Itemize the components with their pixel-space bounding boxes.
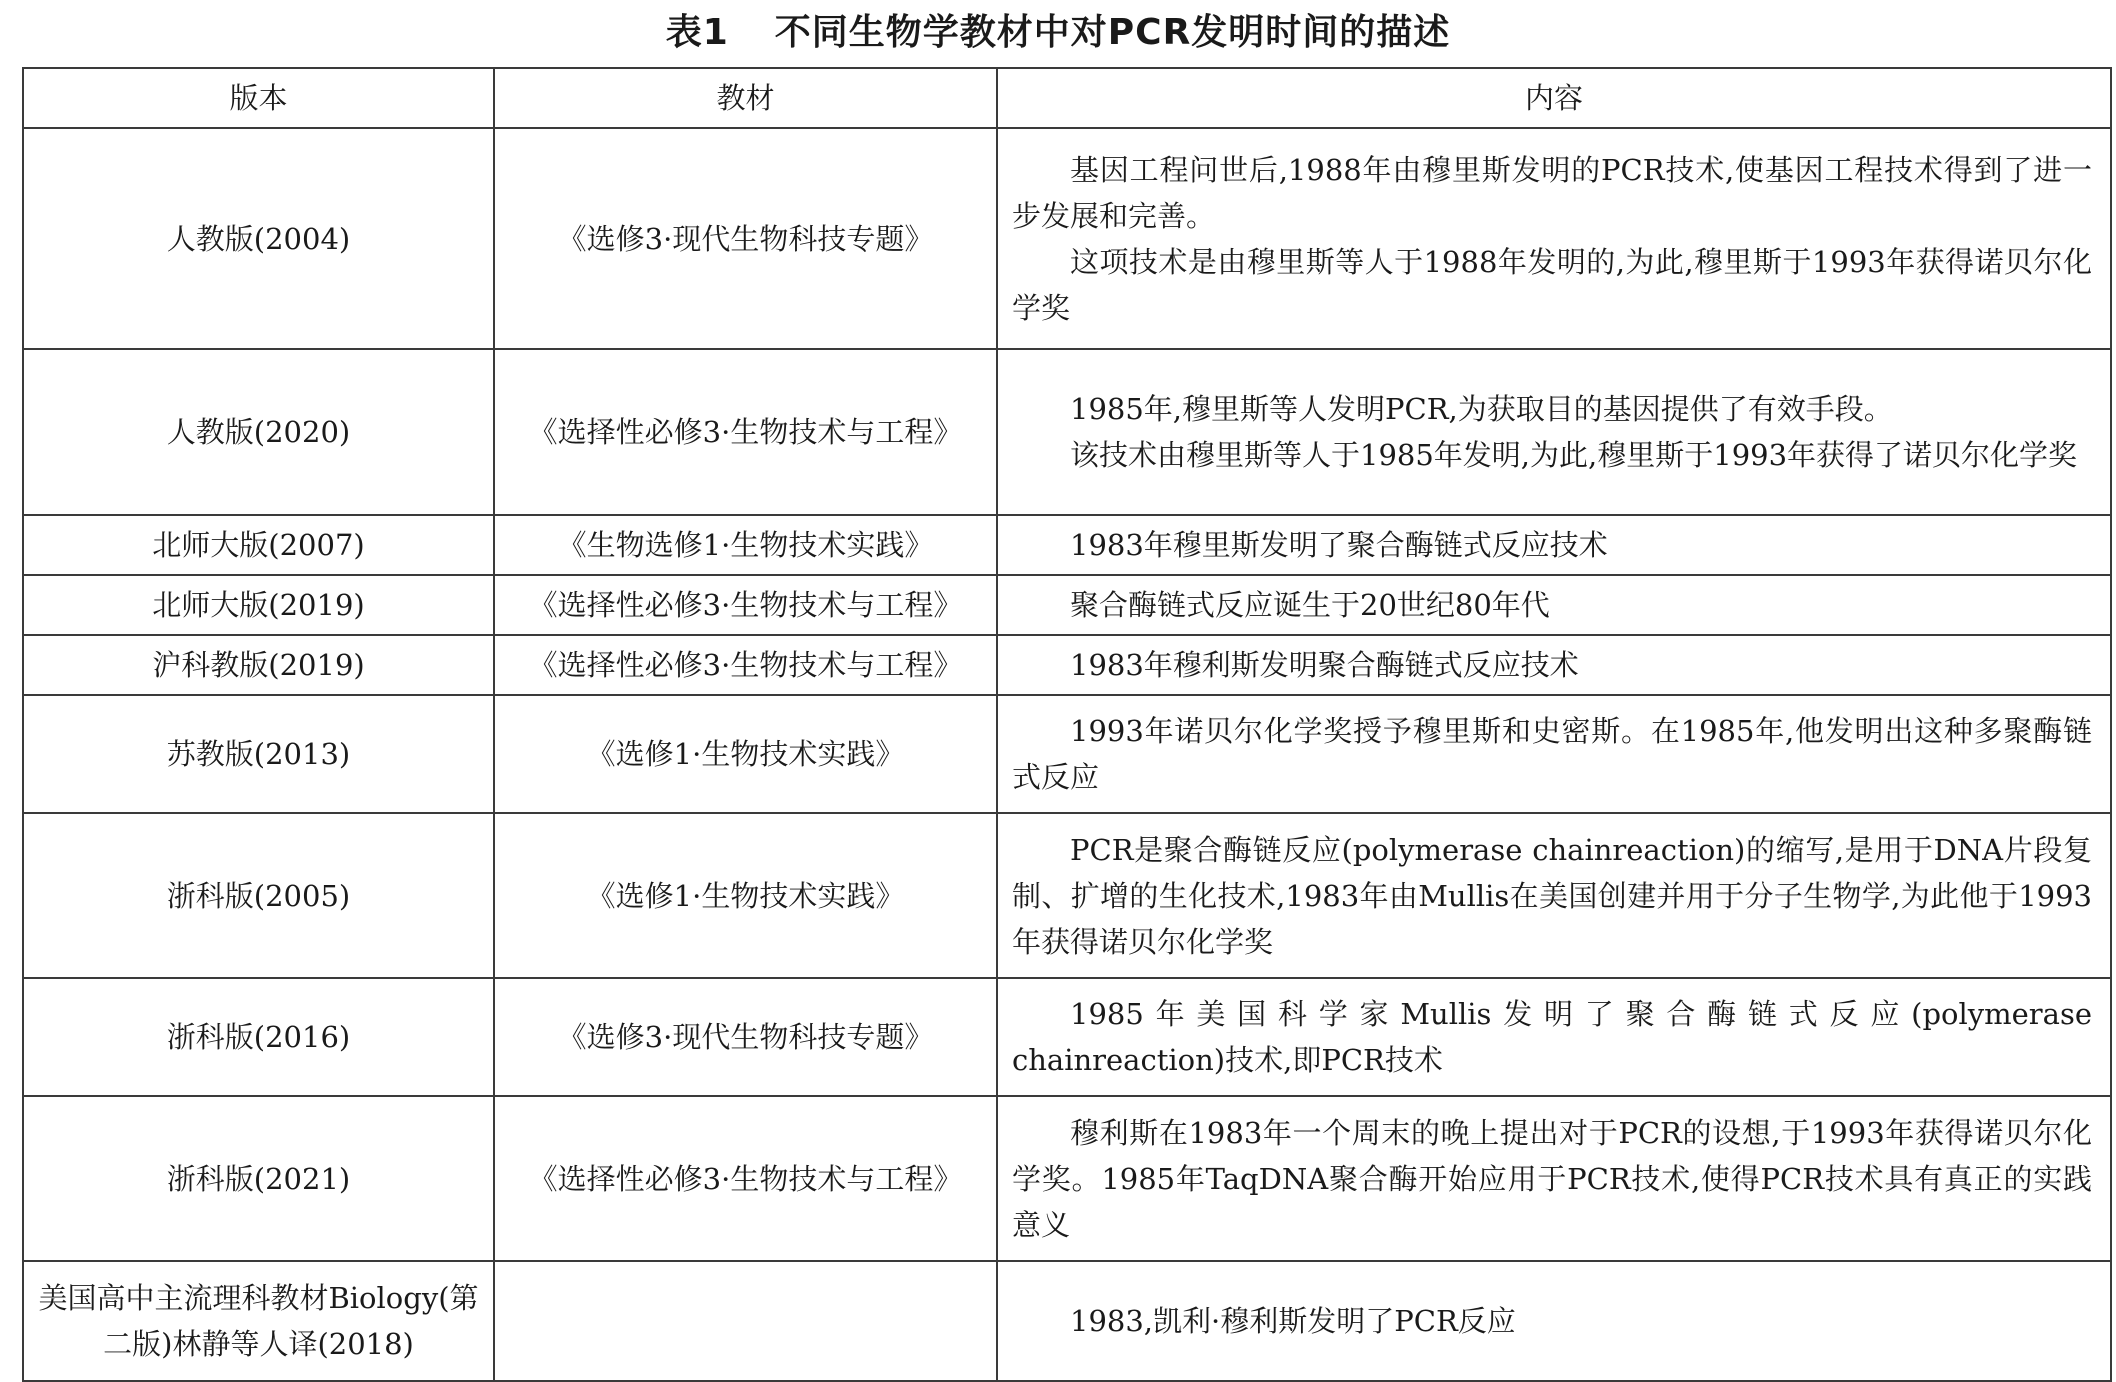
cell-textbook: 《选择性必修3·生物技术与工程》 <box>494 349 997 515</box>
table-row <box>23 128 2111 349</box>
content-paragraph: PCR是聚合酶链反应(polymerase chainreaction)的缩写,是用于DNA片段复制、扩增的生化技术,1983年由Mullis在美国创建并用于分子生物学,为此他于1993年获得诺贝尔化学奖 <box>1012 832 2092 959</box>
content-paragraph: 1983年穆利斯发明聚合酶链式反应技术 <box>1070 648 1579 682</box>
cell-textbook: 《选修1·生物技术实践》 <box>494 813 997 978</box>
cell-textbook: 《选择性必修3·生物技术与工程》 <box>494 635 997 695</box>
cell-textbook: 《选修3·现代生物科技专题》 <box>494 128 997 349</box>
header-edition: 版本 <box>23 68 494 128</box>
table-row <box>23 635 2111 695</box>
content-paragraph: 1985年美国科学家Mullis发明了聚合酶链式反应(polymerase chainreaction)技术,即PCR技术 <box>1012 997 2092 1077</box>
cell-textbook: 《生物选修1·生物技术实践》 <box>494 515 997 575</box>
cell-edition: 北师大版(2019) <box>23 575 494 635</box>
cell-edition: 苏教版(2013) <box>23 695 494 813</box>
table-row <box>23 978 2111 1096</box>
cell-textbook: 《选择性必修3·生物技术与工程》 <box>494 1096 997 1261</box>
content-paragraph: 1983,凯利·穆利斯发明了PCR反应 <box>1070 1304 1516 1338</box>
cell-edition: 人教版(2004) <box>23 128 494 349</box>
cell-content <box>997 1261 2111 1381</box>
header-content: 内容 <box>997 68 2111 128</box>
table-caption <box>0 8 2116 58</box>
cell-content <box>997 635 2111 695</box>
content-paragraph: 聚合酶链式反应诞生于20世纪80年代 <box>1070 588 1550 622</box>
table-number: 表1 <box>665 12 729 53</box>
table-row <box>23 349 2111 515</box>
content-paragraph: 1993年诺贝尔化学奖授予穆里斯和史密斯。在1985年,他发明出这种多聚酶链式反应 <box>1012 714 2092 794</box>
header-textbook: 教材 <box>494 68 997 128</box>
cell-textbook <box>494 1261 997 1381</box>
cell-edition: 美国高中主流理科教材Biology(第二版)林静等人译(2018) <box>23 1261 494 1381</box>
table-row <box>23 575 2111 635</box>
cell-textbook: 《选修3·现代生物科技专题》 <box>494 978 997 1096</box>
cell-edition: 浙科版(2016) <box>23 978 494 1096</box>
content-paragraph: 1985年,穆里斯等人发明PCR,为获取目的基因提供了有效手段。 <box>1070 392 1893 426</box>
content-paragraph: 1983年穆里斯发明了聚合酶链式反应技术 <box>1070 528 1608 562</box>
content-paragraph: 该技术由穆里斯等人于1985年发明,为此,穆里斯于1993年获得了诺贝尔化学奖 <box>1070 438 2078 472</box>
cell-content <box>997 128 2111 349</box>
cell-content <box>997 813 2111 978</box>
cell-content <box>997 349 2111 515</box>
table-row <box>23 1261 2111 1381</box>
table-row <box>23 695 2111 813</box>
cell-textbook: 《选修1·生物技术实践》 <box>494 695 997 813</box>
cell-content <box>997 1096 2111 1261</box>
cell-edition: 北师大版(2007) <box>23 515 494 575</box>
cell-edition: 人教版(2020) <box>23 349 494 515</box>
table-row <box>23 515 2111 575</box>
cell-content <box>997 575 2111 635</box>
cell-content <box>997 695 2111 813</box>
content-paragraph: 这项技术是由穆里斯等人于1988年发明的,为此,穆里斯于1993年获得诺贝尔化学奖 <box>1012 244 2092 325</box>
table-body <box>23 128 2111 1381</box>
content-paragraph: 基因工程问世后,1988年由穆里斯发明的PCR技术,使基因工程技术得到了进一步发展和完善。 <box>1012 152 2092 233</box>
cell-content <box>997 978 2111 1096</box>
cell-edition: 沪科教版(2019) <box>23 635 494 695</box>
table-title: 不同生物学教材中对PCR发明时间的描述 <box>774 12 1451 53</box>
cell-content <box>997 515 2111 575</box>
pcr-invention-table <box>22 67 2112 1382</box>
cell-textbook: 《选择性必修3·生物技术与工程》 <box>494 575 997 635</box>
cell-edition: 浙科版(2005) <box>23 813 494 978</box>
content-paragraph: 穆利斯在1983年一个周末的晚上提出对于PCR的设想,于1993年获得诺贝尔化学奖。1985年TaqDNA聚合酶开始应用于PCR技术,使得PCR技术具有真正的实践意义 <box>1012 1115 2092 1242</box>
table-row <box>23 813 2111 978</box>
cell-edition: 浙科版(2021) <box>23 1096 494 1261</box>
table-row <box>23 1096 2111 1261</box>
table-header-row <box>23 68 2111 128</box>
